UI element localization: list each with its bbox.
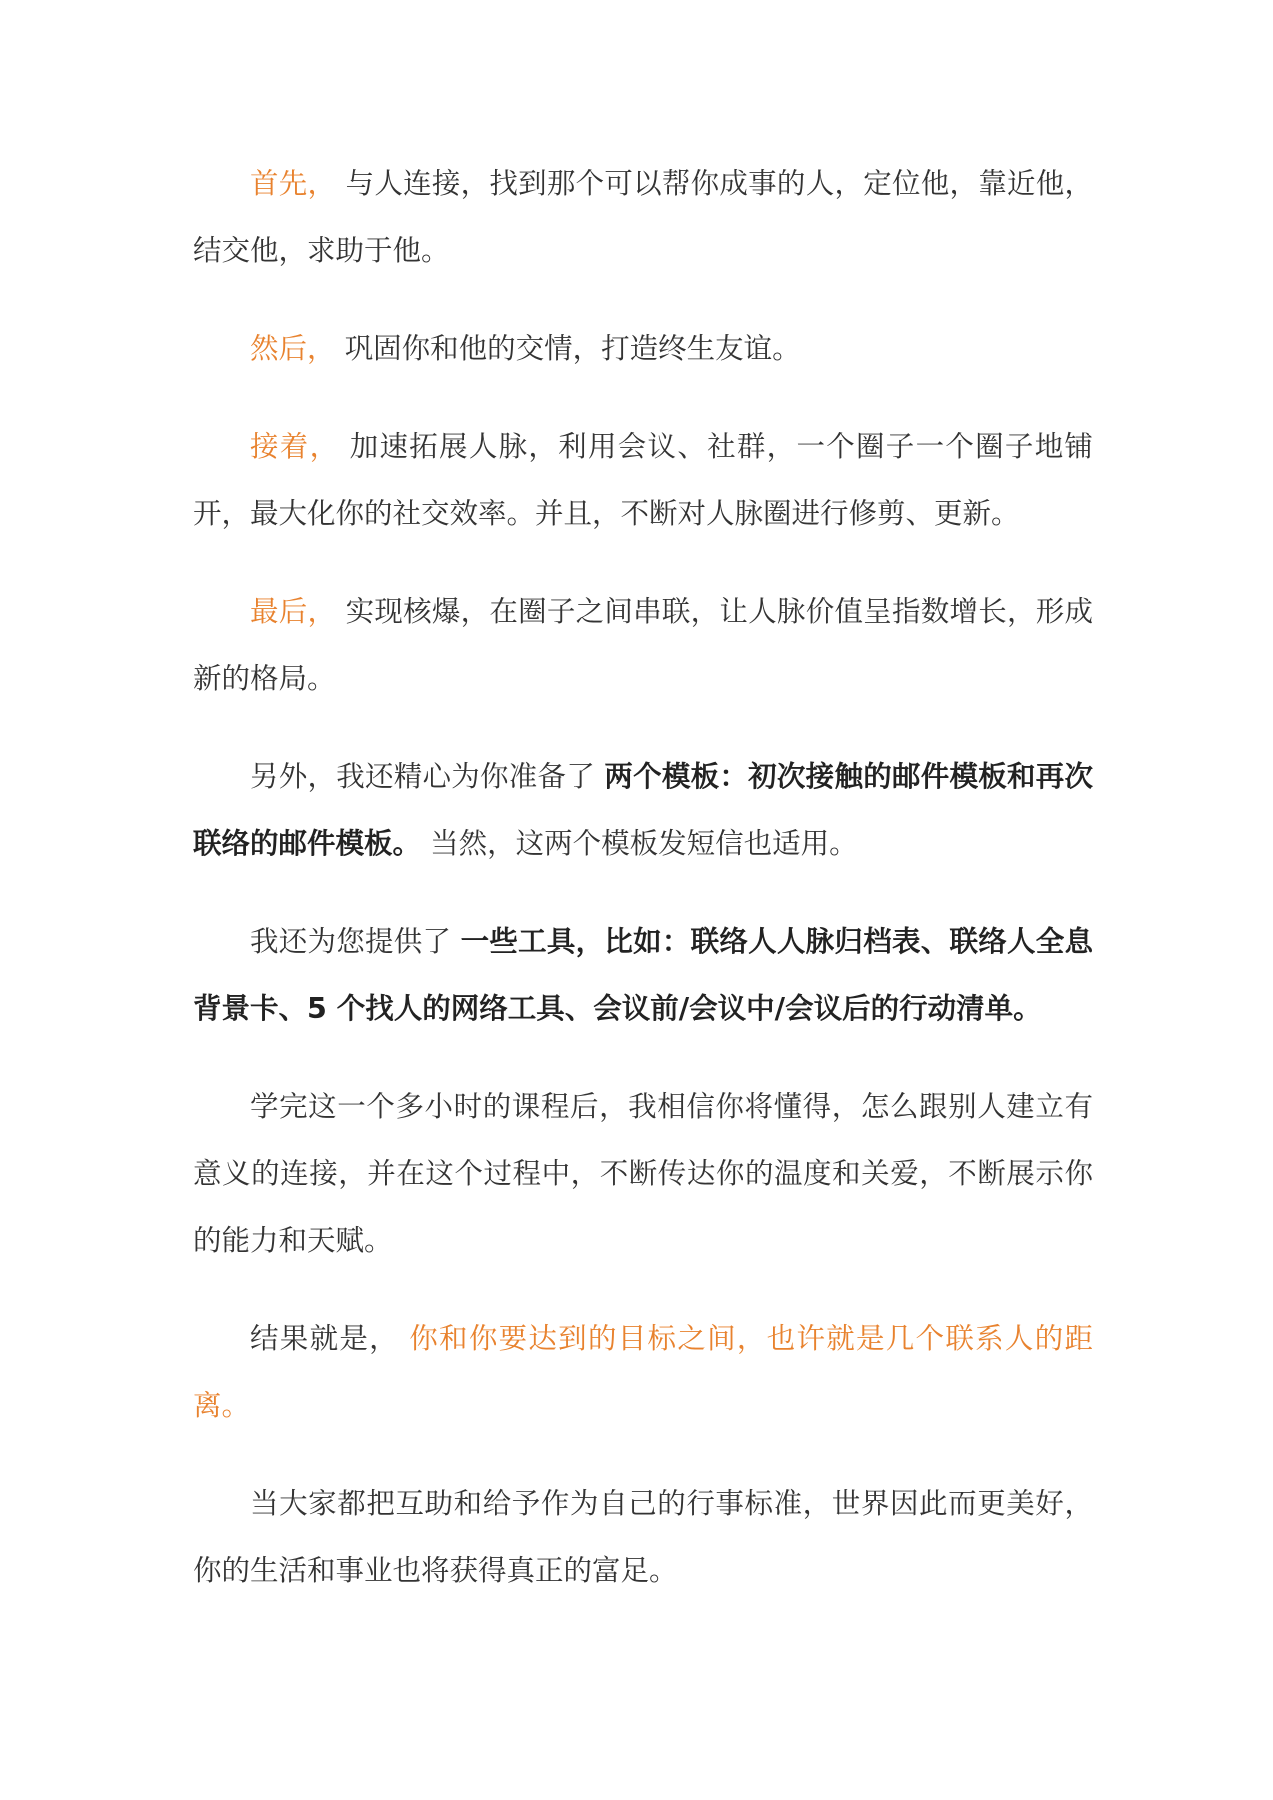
paragraph-text: 加速拓展人脉，利用会议、社群，一个圈子一个圈子地铺开，最大化你的社交效率。并且，不断对人脉圈进行修剪、更新。: [193, 430, 1093, 530]
step-label-next: 接着，: [250, 430, 340, 463]
paragraph-closing: [193, 1470, 1093, 1604]
paragraph-then-step: [193, 315, 1093, 382]
paragraph-text: 学完这一个多小时的课程后，我相信你将懂得，怎么跟别人建立有意义的连接，并在这个过程中，不断传达你的温度和关爱，不断展示你的能力和天赋。: [193, 1090, 1093, 1257]
paragraph-templates: [193, 743, 1093, 877]
paragraph-text: 实现核爆，在圈子之间串联，让人脉价值呈指数增长，形成新的格局。: [193, 595, 1093, 695]
tools-emphasis: 一些工具，比如：联络人人脉归档表、联络人全息背景卡、5 个找人的网络工具、会议前/会议中/会议后的行动清单。: [193, 925, 1093, 1025]
paragraph-final-step: [193, 578, 1093, 712]
result-highlight: 你和你要达到的目标之间，也许就是几个联系人的距离。: [193, 1322, 1093, 1422]
paragraph-text: 另外，我还精心为你准备了: [250, 760, 605, 793]
paragraph-text: 当然，这两个模板发短信也适用。: [421, 827, 858, 860]
step-label-first: 首先，: [250, 167, 337, 200]
paragraph-text: 巩固你和他的交情，打造终生友谊。: [335, 332, 801, 365]
step-label-then: 然后，: [250, 332, 336, 365]
step-label-final: 最后，: [250, 595, 337, 628]
paragraph-text: 当大家都把互助和给予作为自己的行事标准，世界因此而更美好，你的生活和事业也将获得真正的富足。: [193, 1487, 1093, 1587]
templates-emphasis: 两个模板：初次接触的邮件模板和再次联络的邮件模板。: [193, 760, 1093, 860]
paragraph-next-step: [193, 413, 1093, 547]
paragraph-course-outcome: [193, 1073, 1093, 1274]
paragraph-first-step: [193, 150, 1093, 284]
paragraph-result: [193, 1305, 1093, 1439]
paragraph-tools: [193, 908, 1093, 1042]
document-body: [193, 150, 1093, 1604]
paragraph-text: 与人连接，找到那个可以帮你成事的人，定位他，靠近他，结交他，求助于他。: [193, 167, 1093, 267]
paragraph-text: 结果就是，: [250, 1322, 410, 1355]
paragraph-text: 我还为您提供了: [250, 925, 461, 958]
